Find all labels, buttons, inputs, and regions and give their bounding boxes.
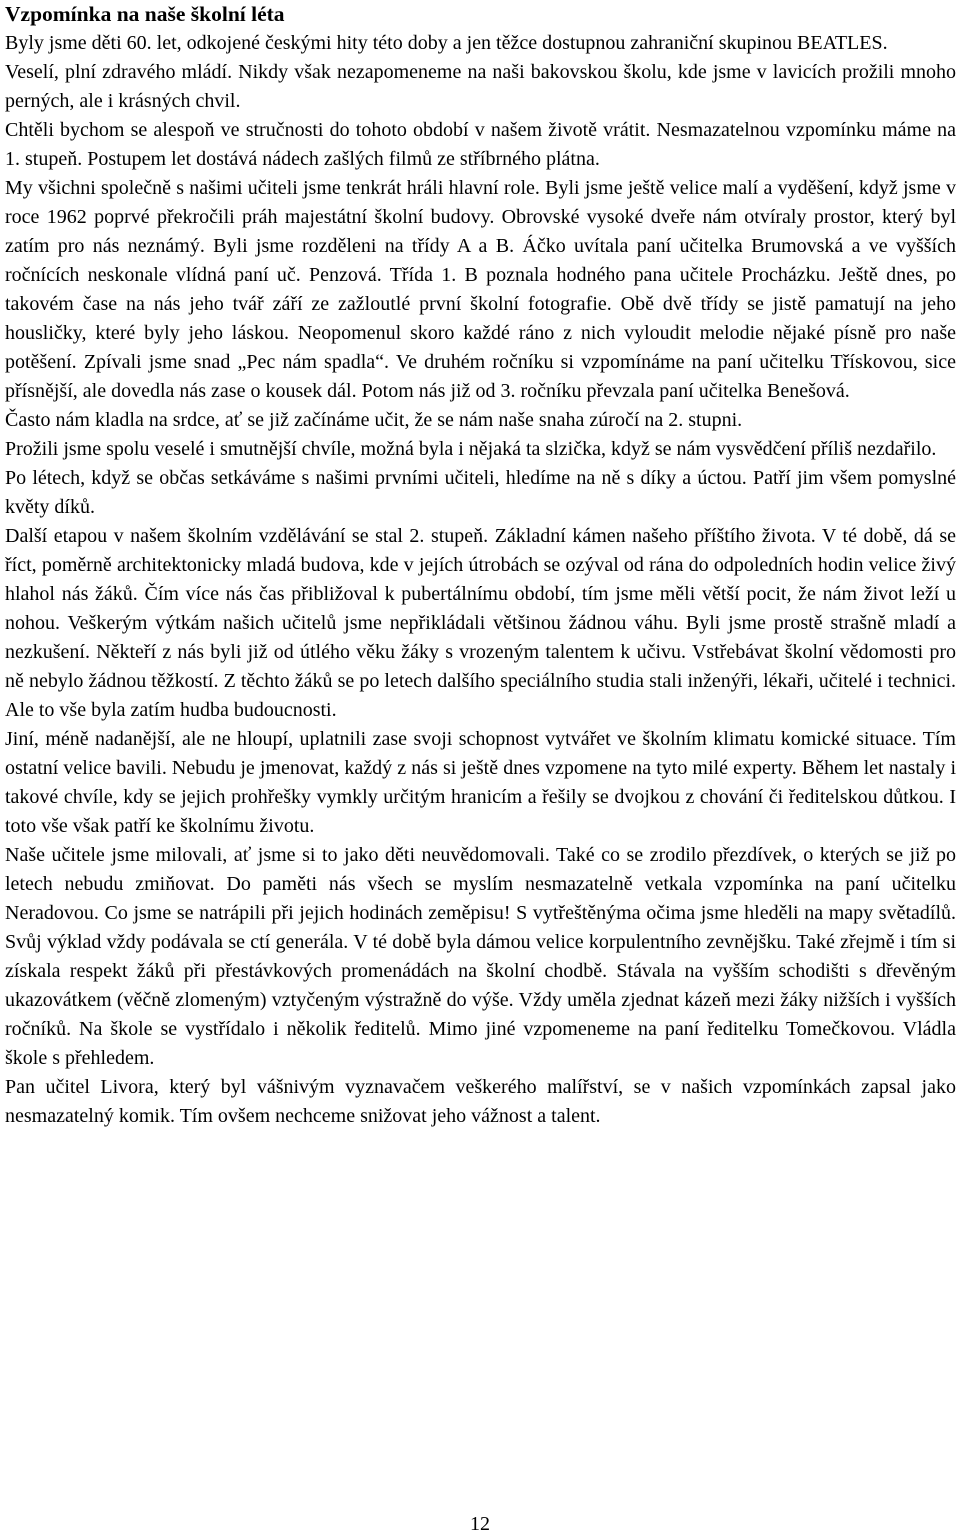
- paragraph: Chtěli bychom se alespoň ve stručnosti do tohoto období v našem životě vrátit. Nesmazatelnou vzpomínku máme na 1. stupeň. Postupem let dostává nádech zašlých filmů ze stříbrného plátna.: [5, 119, 956, 170]
- paragraph: Prožili jsme spolu veselé i smutnější chvíle, možná byla i nějaká ta slzička, když se nám vysvědčení příliš nezdařilo.: [5, 438, 937, 460]
- paragraph: Po létech, když se občas setkáváme s našimi prvními učiteli, hledíme na ně s díky a úctou. Patří jim všem pomyslné květy díků.: [5, 467, 956, 518]
- paragraph: Často nám kladla na srdce, ať se již začínáme učit, že se nám naše snaha zúročí na 2. stupni.: [5, 409, 743, 431]
- paragraph: Veselí, plní zdravého mládí. Nikdy však nezapomeneme na naši bakovskou školu, kde jsme v lavicích prožili mnoho perných, ale i krásných chvil.: [5, 61, 956, 112]
- document-page: [5, 0, 956, 1131]
- paragraph: Jiní, méně nadanější, ale ne hloupí, uplatnili zase svoji schopnost vytvářet ve školním klimatu komické situace. Tím ostatní velice bavili. Nebudu je jmenovat, každý z nás si ještě dnes vzpomene na tyto milé experty. Během let nastaly i takové chvíle, kdy se jejich prohřešky vymkly určitým hranicím a řešily se dvojkou z chování či ředitelskou důtkou. I toto vše však patří ke školnímu životu.: [5, 728, 956, 837]
- document-title: Vzpomínka na naše školní léta: [5, 2, 285, 26]
- paragraph: Pan učitel Livora, který byl vášnivým vyznavačem veškerého malířství, se v našich vzpomínkách zapsal jako nesmazatelný komik. Tím ovšem nechceme snižovat jeho vážnost a talent.: [5, 1076, 956, 1127]
- page-number: 12: [470, 1513, 490, 1535]
- paragraph: Naše učitele jsme milovali, ať jsme si to jako děti neuvědomovali. Také co se zrodilo přezdívek, o kterých se již po letech nebudu zmiňovat. Do paměti nás všech se myslím nesmazatelně vetkala vzpomínka na paní učitelku Neradovou. Co jsme se natrápili při jejich hodinách zeměpisu! S vytřeštěnýma očima jsme hleděli na mapy světadílů. Svůj výklad vždy podávala se ctí generála. V té době byla dámou velice korpulentního zevnějšku. Také zřejmě i tím si získala respekt žáků při přestávkových promenádách na školní chodbě. Stávala na vyšším schodišti s dřevěným ukazovátkem (věčně zlomeným) vztyčeným výstražně do výše. Vždy uměla zjednat kázeň mezi žáky nižších i vyšších ročníků. Na škole se vystřídalo i několik ředitelů. Mimo jiné vzpomeneme na paní ředitelku Tomečkovou. Vládla škole s přehledem.: [5, 844, 956, 1069]
- paragraph: My všichni společně s našimi učiteli jsme tenkrát hráli hlavní role. Byli jsme ještě velice malí a vyděšení, když jsme v roce 1962 poprvé překročili práh majestátní školní budovy. Obrovské vysoké dveře nám otvíraly prostor, který byl zatím pro nás neznámý. Byli jsme rozděleni na třídy A a B. Áčko uvítala paní učitelka Brumovská a ve vyšších ročnících neskonale vlídná paní uč. Penzová. Třída 1. B poznala hodného pana učitele Procházku. Ještě dnes, po takovém čase na nás jeho tvář září ze zažloutlé první školní fotografie. Obě dvě třídy se jistě pamatují na jeho housličky, které byly jeho láskou. Neopomenul skoro každé ráno z nich vyloudit melodie nějaké písně pro naše potěšení. Zpívali jsme snad „Pec nám spadla“. Ve druhém ročníku si vzpomínáme na paní učitelku Třískovou, sice přísnější, ale dovedla nás zase o kousek dál. Potom nás již od 3. ročníku převzala paní učitelka Benešová.: [5, 177, 956, 402]
- paragraph: Byly jsme děti 60. let, odkojené českými hity této doby a jen těžce dostupnou zahraniční skupinou BEATLES.: [5, 32, 888, 54]
- paragraph: Další etapou v našem školním vzdělávání se stal 2. stupeň. Základní kámen našeho příštího života. V té době, dá se říct, poměrně architektonicky mladá budova, kde v jejích útrobách se ozýval od rána do odpoledních hodin velice živý hlahol nás žáků. Čím více nás čas přibližoval k pubertálnímu období, tím jsme měli větší pocit, že nám život leží u nohou. Veškerým výtkám našich učitelů jsme nepřikládali většinou žádnou váhu. Byli jsme prostě strašně mladí a nezkušení. Někteří z nás byli již od útlého věku žáky s vrozeným talentem k učivu. Vstřebávat školní vědomosti pro ně nebylo žádnou těžkostí. Z těchto žáků se po letech dalšího speciálního studia stali inženýři, lékaři, učitelé i technici. Ale to vše byla zatím hudba budoucnosti.: [5, 525, 956, 721]
